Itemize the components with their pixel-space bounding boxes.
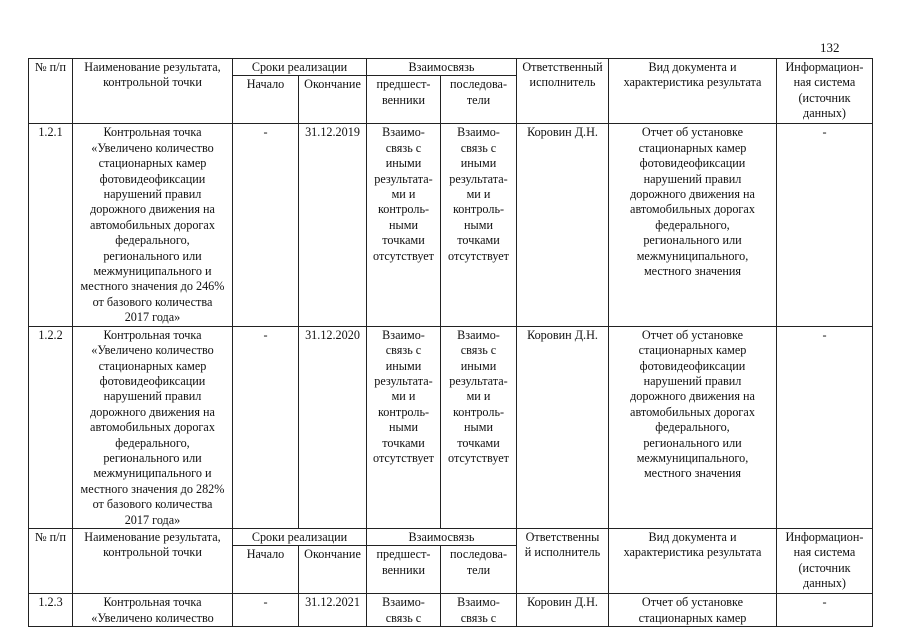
- row-predecessors: Взаимо- связь с: [367, 594, 441, 627]
- header-predecessors: предшест- венники: [367, 546, 441, 594]
- row-responsible: Коровин Д.Н.: [517, 594, 609, 627]
- header-responsible: Ответственный исполнитель: [517, 59, 609, 124]
- header-info: Информацион- ная система (источник данных): [777, 59, 873, 124]
- row-successors: Взаимо- связь с иными результата- ми и контроль- ными точками отсутствует: [441, 124, 517, 326]
- header-start: Начало: [233, 546, 299, 594]
- row-name: Контрольная точка «Увеличено количество стационарных камер фотовидеофиксации нарушений правил дорожного движения на автомобильных дорогах федерального, регионального или межмуниципального и местного значения до 246% от базового количества 2017 года»: [73, 124, 233, 326]
- header-name: Наименование результата, контрольной точки: [73, 528, 233, 593]
- row-doc: Отчет об установке стационарных камер: [609, 594, 777, 627]
- header-terms: Сроки реализации: [233, 59, 367, 76]
- row-num: 1.2.2: [29, 326, 73, 528]
- table-header-row-repeat: [29, 528, 873, 545]
- row-successors: Взаимо- связь с: [441, 594, 517, 627]
- row-info: -: [777, 124, 873, 326]
- row-responsible: Коровин Д.Н.: [517, 124, 609, 326]
- row-predecessors: Взаимо- связь с иными результата- ми и контроль- ными точками отсутствует: [367, 326, 441, 528]
- results-table: [28, 58, 873, 627]
- header-relation: Взаимосвязь: [367, 59, 517, 76]
- row-start: -: [233, 594, 299, 627]
- header-num: № п/п: [29, 528, 73, 593]
- header-successors: последова- тели: [441, 76, 517, 124]
- row-name: Контрольная точка «Увеличено количество: [73, 594, 233, 627]
- header-relation: Взаимосвязь: [367, 528, 517, 545]
- header-responsible: Ответственны й исполнитель: [517, 528, 609, 593]
- row-num: 1.2.3: [29, 594, 73, 627]
- header-name: Наименование результата, контрольной точки: [73, 59, 233, 124]
- header-predecessors: предшест- венники: [367, 76, 441, 124]
- row-name: Контрольная точка «Увеличено количество стационарных камер фотовидеофиксации нарушений правил дорожного движения на автомобильных дорогах федерального, регионального или межмуниципального и местного значения до 282% от базового количества 2017 года»: [73, 326, 233, 528]
- row-end: 31.12.2021: [299, 594, 367, 627]
- table-row: [29, 594, 873, 627]
- row-doc: Отчет об установке стационарных камер фотовидеофиксации нарушений правил дорожного движения на автомобильных дорогах федерального, регионального или межмуниципального, местного значения: [609, 124, 777, 326]
- row-info: -: [777, 326, 873, 528]
- row-start: -: [233, 326, 299, 528]
- row-end: 31.12.2020: [299, 326, 367, 528]
- header-end: Окончание: [299, 76, 367, 124]
- header-doc: Вид документа и характеристика результата: [609, 59, 777, 124]
- row-num: 1.2.1: [29, 124, 73, 326]
- row-doc: Отчет об установке стационарных камер фотовидеофиксации нарушений правил дорожного движения на автомобильных дорогах федерального, регионального или межмуниципального, местного значения: [609, 326, 777, 528]
- header-num: № п/п: [29, 59, 73, 124]
- table-row: [29, 326, 873, 528]
- row-successors: Взаимо- связь с иными результата- ми и контроль- ными точками отсутствует: [441, 326, 517, 528]
- row-start: -: [233, 124, 299, 326]
- row-end: 31.12.2019: [299, 124, 367, 326]
- header-successors: последова- тели: [441, 546, 517, 594]
- table-row: [29, 124, 873, 326]
- row-responsible: Коровин Д.Н.: [517, 326, 609, 528]
- header-end: Окончание: [299, 546, 367, 594]
- header-start: Начало: [233, 76, 299, 124]
- header-terms: Сроки реализации: [233, 528, 367, 545]
- row-predecessors: Взаимо- связь с иными результата- ми и контроль- ными точками отсутствует: [367, 124, 441, 326]
- header-info: Информацион- ная система (источник данных): [777, 528, 873, 593]
- page-number: 132: [820, 40, 840, 55]
- row-info: -: [777, 594, 873, 627]
- table-header-row: [29, 59, 873, 76]
- header-doc: Вид документа и характеристика результата: [609, 528, 777, 593]
